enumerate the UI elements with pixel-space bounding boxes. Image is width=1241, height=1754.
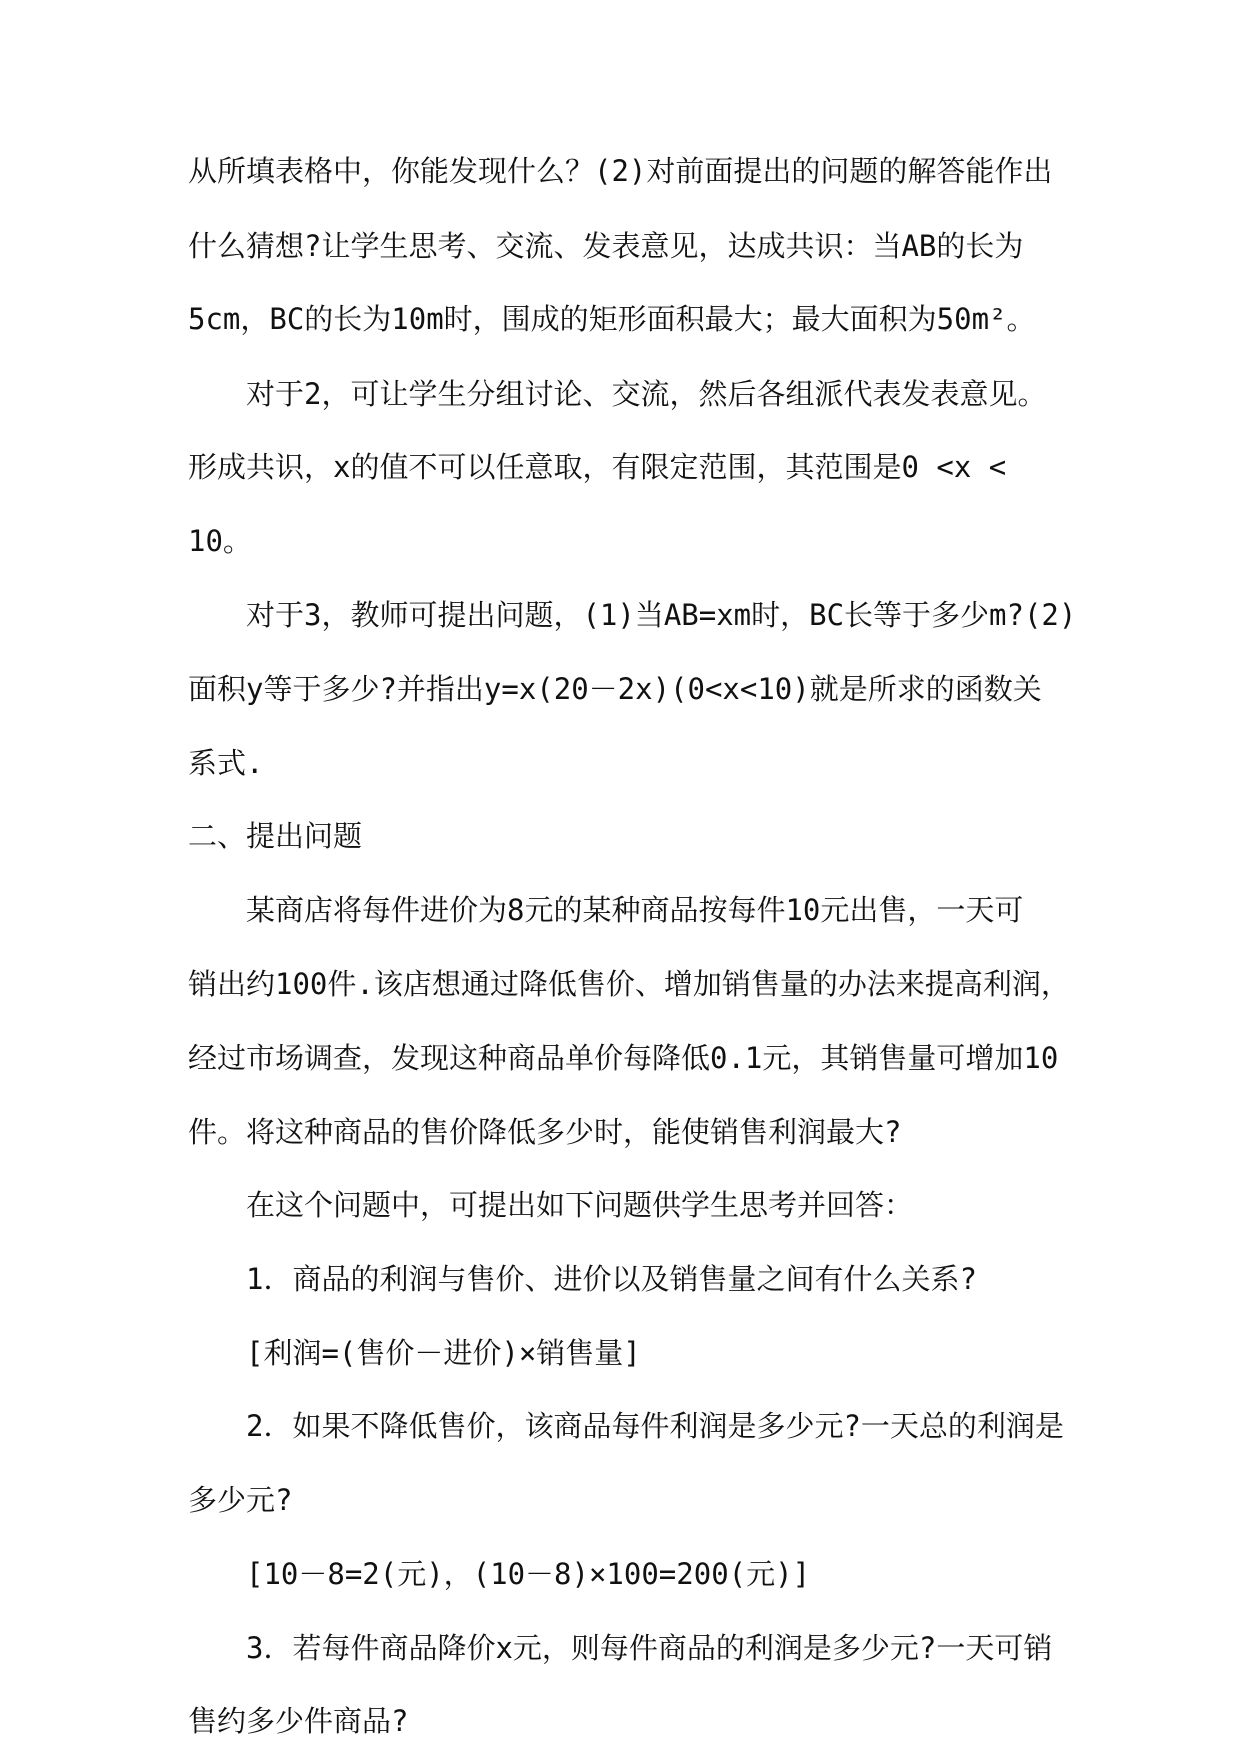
text-line-2: 什么猜想?让学生思考、交流、发表意见，达成共识：当AB的长为 bbox=[188, 229, 1024, 263]
text-line-9: 系式. bbox=[188, 746, 264, 780]
text-line-12: 销出约100件.该店想通过降低售价、增加销售量的办法来提高利润， bbox=[188, 967, 1070, 1001]
text-line-1: 从所填表格中，你能发现什么？(2)对前面提出的问题的解答能作出 bbox=[188, 154, 1053, 188]
section-heading: 二、提出问题 bbox=[188, 819, 363, 853]
question-2: 2．如果不降低售价，该商品每件利润是多少元?一天总的利润是 bbox=[246, 1409, 1064, 1443]
answer-2: [10－8=2(元)，(10－8)×100=200(元)] bbox=[246, 1557, 811, 1591]
text-line-4: 对于2，可让学生分组讨论、交流，然后各组派代表发表意见。 bbox=[246, 377, 1047, 411]
answer-1: [利润=(售价－进价)×销售量] bbox=[246, 1336, 641, 1370]
text-line-11: 某商店将每件进价为8元的某种商品按每件10元出售，一天可 bbox=[246, 893, 1024, 927]
question-3: 3．若每件商品降价x元，则每件商品的利润是多少元?一天可销 bbox=[246, 1631, 1053, 1665]
question-3-cont: 售约多少件商品? bbox=[188, 1704, 409, 1738]
question-1: 1．商品的利润与售价、进价以及销售量之间有什么关系? bbox=[246, 1262, 977, 1296]
text-line-6: 10。 bbox=[188, 524, 252, 558]
text-line-3: 5cm，BC的长为10m时，围成的矩形面积最大；最大面积为50m²。 bbox=[188, 302, 1036, 336]
text-line-14: 件。将这种商品的售价降低多少时，能使销售利润最大? bbox=[188, 1115, 902, 1149]
text-line-5: 形成共识，x的值不可以任意取，有限定范围，其范围是0 <x < bbox=[188, 450, 1007, 484]
text-line-13: 经过市场调查，发现这种商品单价每降低0.1元，其销售量可增加10 bbox=[188, 1041, 1059, 1075]
text-line-7: 对于3，教师可提出问题，(1)当AB=xm时，BC长等于多少m?(2) bbox=[246, 598, 1077, 632]
text-line-8: 面积y等于多少?并指出y=x(20－2x)(0<x<10)就是所求的函数关 bbox=[188, 672, 1042, 706]
question-2-cont: 多少元? bbox=[188, 1483, 293, 1517]
text-line-15: 在这个问题中，可提出如下问题供学生思考并回答： bbox=[246, 1188, 914, 1222]
